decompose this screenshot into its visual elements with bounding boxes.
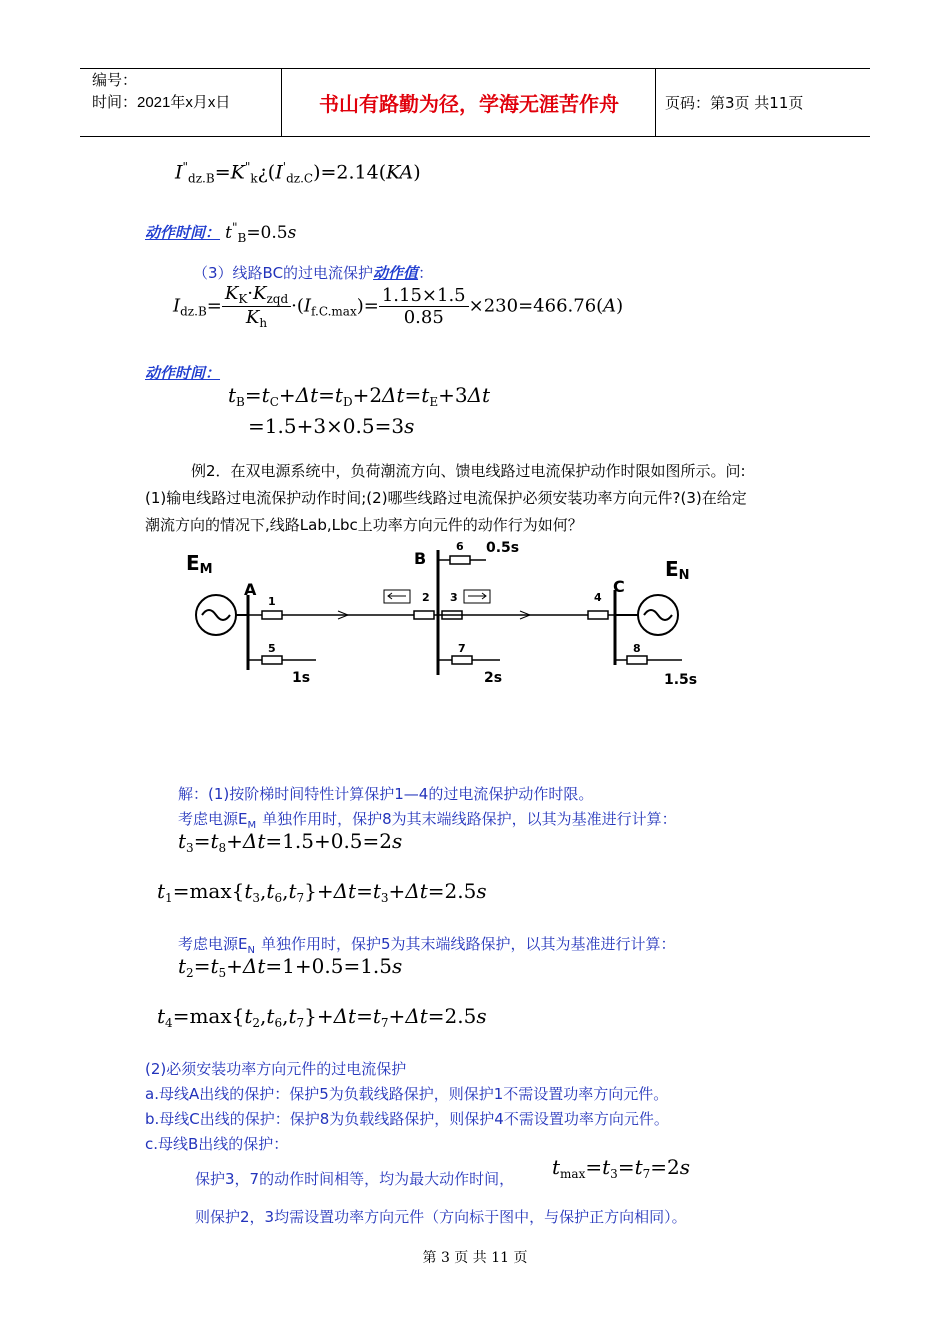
solution-line-3-sub: N: [247, 945, 255, 956]
time-t7: 2s: [484, 670, 503, 686]
example-2-text: [145, 458, 815, 539]
breaker-8: [627, 656, 647, 664]
label-p4: 4: [594, 591, 602, 604]
formula-tb-value: =1.5+3×0.5=3s: [248, 414, 415, 438]
formula-idz-b: $I^"_{dz.B}=K^"_k¿(I'_{dz.C})=2.14(KA)$: [175, 160, 421, 186]
header-divider-right: [655, 68, 656, 136]
part2-title: (2)必须安装功率方向元件的过电流保护: [145, 1060, 407, 1078]
part2-c1: 保护3，7的动作时间相等，均为最大动作时间，: [195, 1170, 515, 1188]
solution-line-2-prefix: 考虑电源E: [178, 810, 248, 828]
en-sine-icon: [644, 610, 672, 620]
formula-idz-b-bc: $I_{dz.B}=$ $\frac{K_K\cdot K_{zqd}}{K_h}$ $\cdot(I_{f.C.max})=$ $\frac{1.15\times 1.5}{0.85}$ ×230=466.76(A): [173, 283, 624, 330]
part2-b: b.母线C出线的保护：保护8为负载线路保护，则保护4不需设置功率方向元件。: [145, 1110, 669, 1128]
formula-t4: $t_4=\max\{t_2,t_6,t_7\}+\Delta t=t_7+\Delta t=2.5s$: [157, 1004, 487, 1030]
solution-line-2-suffix: 单独作用时，保护8为其末端线路保护，以其为基准进行计算：: [262, 810, 677, 828]
action-time-label-2: 动作时间：: [145, 364, 221, 382]
solution-line-1: 解：(1)按阶梯时间特性计算保护1—4的过电流保护动作时限。: [178, 785, 594, 803]
header-page-info: 页码：第3页 共11页: [665, 94, 804, 112]
label-p5: 5: [268, 642, 276, 655]
formula-tb-chain: $t_B=t_C+\Delta t=t_D+2\Delta t=t_E+3\Delta t$: [228, 383, 491, 409]
part2-a: a.母线A出线的保护：保护5为负载线路保护，则保护1不需设置功率方向元件。: [145, 1085, 669, 1103]
dual-source-diagram: [170, 540, 730, 700]
header-meta: [92, 70, 230, 114]
header-divider-left: [281, 68, 282, 136]
bus-c-label: C: [613, 577, 625, 596]
header-motto: 书山有路勤为径，学海无涯苦作舟: [319, 92, 619, 116]
section3-intro: [193, 262, 433, 283]
formula-tb: $t^"_B=0.5s$: [225, 220, 297, 245]
breaker-7: [452, 656, 472, 664]
formula-t1: $t_1=\max\{t_3,t_6,t_7\}+\Delta t=t_3+\Delta t=2.5s$: [157, 879, 487, 905]
section3-intro-suffix: ：: [418, 264, 434, 282]
solution-line-3: [178, 933, 676, 956]
action-time-label-2-wrap: [145, 362, 220, 383]
bus-b-label: B: [414, 549, 427, 568]
breaker-1: [262, 611, 282, 619]
time-t6: 0.5s: [486, 540, 520, 556]
label-p8: 8: [633, 642, 641, 655]
bus-a-label: A: [244, 580, 257, 599]
part2-c2: 则保护2，3均需设置功率方向元件（方向标于图中，与保护正方向相同）。: [195, 1208, 687, 1226]
label-p3: 3: [450, 591, 458, 604]
fraction-values: $\frac{1.15\times 1.5}{0.85}$: [379, 285, 469, 328]
em-sine-icon: [202, 610, 230, 620]
part2-block: [145, 1057, 669, 1157]
example-line-2: (1)输电线路过电流保护动作时间;(2)哪些线路过电流保护必须安装功率方向元件?(3)在给定: [145, 489, 747, 507]
solution-line-3-suffix: 单独作用时，保护5为其末端线路保护，以其为基准进行计算：: [260, 935, 676, 953]
action-time-label-1: 动作时间：: [145, 223, 221, 242]
header-bottom-rule: [80, 136, 870, 137]
time-t5: 1s: [292, 670, 311, 686]
formula-t3: $t_3=t_8+\Delta t=1.5+0.5=2s$: [178, 829, 403, 855]
action-time-row-1: [145, 220, 296, 245]
formula-t2: $t_2=t_5+\Delta t=1+0.5=1.5s$: [178, 954, 403, 980]
solution-line-2: [178, 808, 677, 831]
header-date: 时间：2021年x月x日: [92, 94, 231, 111]
breaker-2: [414, 611, 434, 619]
section3-intro-emph: 动作值: [373, 264, 419, 282]
section3-intro-prefix: （3）线路BC的过电流保护: [193, 264, 374, 282]
formula-tmax: $t_{max}=t_3=t_7=2s$: [552, 1155, 691, 1181]
page-footer: 第 3 页 共 11 页: [422, 1250, 528, 1266]
solution-line-2-sub: M: [247, 820, 257, 831]
header-top-rule: [80, 68, 870, 69]
breaker-6: [450, 556, 470, 564]
time-t8: 1.5s: [664, 672, 698, 688]
breaker-4: [588, 611, 608, 619]
em-label: EM: [186, 551, 213, 577]
part2-c: c.母线B出线的保护：: [145, 1135, 289, 1153]
header-number: 编号：: [92, 72, 138, 89]
example-line-3: 潮流方向的情况下,线路Lab,Lbc上功率方向元件的动作行为如何？: [145, 516, 583, 534]
en-label: EN: [665, 557, 690, 583]
breaker-5: [262, 656, 282, 664]
solution-line-3-prefix: 考虑电源E: [178, 935, 248, 953]
label-p2: 2: [422, 591, 430, 604]
label-p6: 6: [456, 540, 464, 553]
example-line-1: 例2．在双电源系统中，负荷潮流方向、馈电线路过电流保护动作时限如图所示。问:: [191, 462, 746, 480]
label-p1: 1: [268, 595, 276, 608]
label-p7: 7: [458, 642, 466, 655]
fraction-kk-kh: $\frac{K_K\cdot K_{zqd}}{K_h}$: [222, 283, 291, 330]
